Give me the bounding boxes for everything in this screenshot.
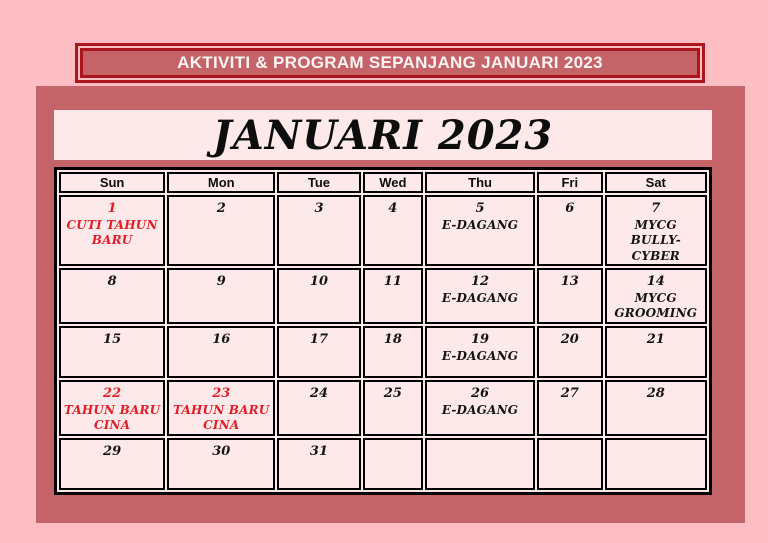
day-number: 31 xyxy=(309,443,329,459)
calendar-day-cell xyxy=(59,195,165,266)
day-number: 24 xyxy=(309,386,329,402)
calendar-empty-cell xyxy=(605,438,707,490)
event-label: MYCG BULLY- xyxy=(630,217,681,248)
day-number: 8 xyxy=(107,274,117,290)
calendar-day-cell xyxy=(425,195,535,266)
weekday-header-mon: Mon xyxy=(167,172,275,193)
day-number: 10 xyxy=(309,274,329,290)
day-number: 11 xyxy=(383,274,402,290)
calendar-day-cell xyxy=(167,438,275,490)
calendar-day-cell xyxy=(59,268,165,324)
day-number: 20 xyxy=(560,332,579,348)
calendar-empty-cell xyxy=(363,438,423,490)
day-number: 13 xyxy=(560,274,579,290)
event-label: CINA xyxy=(203,418,240,433)
calendar-day-cell xyxy=(363,380,423,436)
day-number: 21 xyxy=(646,332,665,348)
day-number: 19 xyxy=(470,332,490,348)
calendar-week-row xyxy=(59,380,707,436)
event-label: CINA xyxy=(93,418,131,433)
day-number: 26 xyxy=(470,386,490,402)
day-number: 12 xyxy=(470,274,490,290)
day-number: 23 xyxy=(212,386,231,402)
calendar-day-cell xyxy=(605,326,707,378)
banner-title: AKTIVITI & PROGRAM SEPANJANG JANUARI 2023 xyxy=(177,53,603,72)
calendar-day-cell xyxy=(277,326,360,378)
weekday-header-fri: Fri xyxy=(537,172,603,193)
calendar-day-cell xyxy=(277,438,360,490)
event-label: CUTI TAHUN xyxy=(66,217,158,232)
day-number: 22 xyxy=(103,386,122,402)
calendar-day-cell xyxy=(537,326,603,378)
calendar-week-row xyxy=(59,438,707,490)
calendar-day-cell xyxy=(59,438,165,490)
day-number: 27 xyxy=(560,386,579,402)
weekday-header-tue: Tue xyxy=(277,172,360,193)
calendar-day-cell xyxy=(537,195,603,266)
event-label: E-DAGANG xyxy=(441,402,519,417)
event-label: TAHUN BARU xyxy=(63,402,161,417)
calendar-day-cell xyxy=(605,380,707,436)
calendar-week-row xyxy=(59,326,707,378)
day-number: 16 xyxy=(212,332,231,348)
day-number: 2 xyxy=(216,201,226,216)
calendar-day-cell xyxy=(605,268,707,324)
day-number: 1 xyxy=(107,201,117,216)
day-number: 3 xyxy=(314,201,324,216)
day-number: 17 xyxy=(309,332,329,348)
calendar-day-cell xyxy=(277,195,360,266)
calendar-day-cell xyxy=(167,195,275,266)
activity-banner xyxy=(80,48,700,78)
weekday-header-sun: Sun xyxy=(59,172,165,193)
day-number: 9 xyxy=(216,274,226,290)
calendar-day-cell xyxy=(425,268,535,324)
day-number: 15 xyxy=(103,332,122,348)
calendar-empty-cell xyxy=(425,438,535,490)
calendar-body xyxy=(59,195,707,490)
calendar-day-cell xyxy=(59,380,165,436)
calendar-week-row xyxy=(59,195,707,266)
day-number: 6 xyxy=(565,201,575,216)
month-title: JANUARI 2023 xyxy=(212,111,554,159)
event-label: CYBER xyxy=(631,248,680,263)
event-label: E-DAGANG xyxy=(441,348,519,363)
month-title-box xyxy=(54,110,712,160)
calendar-day-cell xyxy=(363,268,423,324)
weekday-header-wed: Wed xyxy=(363,172,423,193)
day-number: 30 xyxy=(212,443,231,459)
calendar-day-cell xyxy=(363,326,423,378)
calendar-day-cell xyxy=(277,268,360,324)
event-label: E-DAGANG xyxy=(441,217,519,232)
day-number: 18 xyxy=(383,332,402,348)
calendar-day-cell xyxy=(277,380,360,436)
calendar-day-cell xyxy=(363,195,423,266)
calendar-day-cell xyxy=(425,326,535,378)
calendar-day-cell xyxy=(59,326,165,378)
day-number: 25 xyxy=(383,386,402,402)
weekday-header-thu: Thu xyxy=(425,172,535,193)
day-number: 29 xyxy=(103,443,122,459)
day-number: 4 xyxy=(388,201,398,216)
calendar-empty-cell xyxy=(537,438,603,490)
event-label: MYCG xyxy=(634,290,677,305)
calendar-day-cell xyxy=(605,195,707,266)
day-number: 7 xyxy=(651,201,661,216)
calendar-day-cell xyxy=(537,268,603,324)
calendar-day-cell xyxy=(167,268,275,324)
calendar-day-cell xyxy=(537,380,603,436)
weekday-header-sat: Sat xyxy=(605,172,707,193)
weekday-header-row xyxy=(59,172,707,193)
day-number: 14 xyxy=(646,274,665,290)
calendar-week-row xyxy=(59,268,707,324)
event-label: E-DAGANG xyxy=(441,290,519,305)
event-label: BARU xyxy=(91,233,133,248)
calendar-day-cell xyxy=(167,326,275,378)
day-number: 5 xyxy=(475,201,485,216)
day-number: 28 xyxy=(646,386,665,402)
event-label: TAHUN BARU xyxy=(173,402,270,417)
calendar-day-cell xyxy=(167,380,275,436)
calendar-day-cell xyxy=(425,380,535,436)
event-label: GROOMING xyxy=(614,306,698,321)
january-calendar-table xyxy=(54,167,712,495)
